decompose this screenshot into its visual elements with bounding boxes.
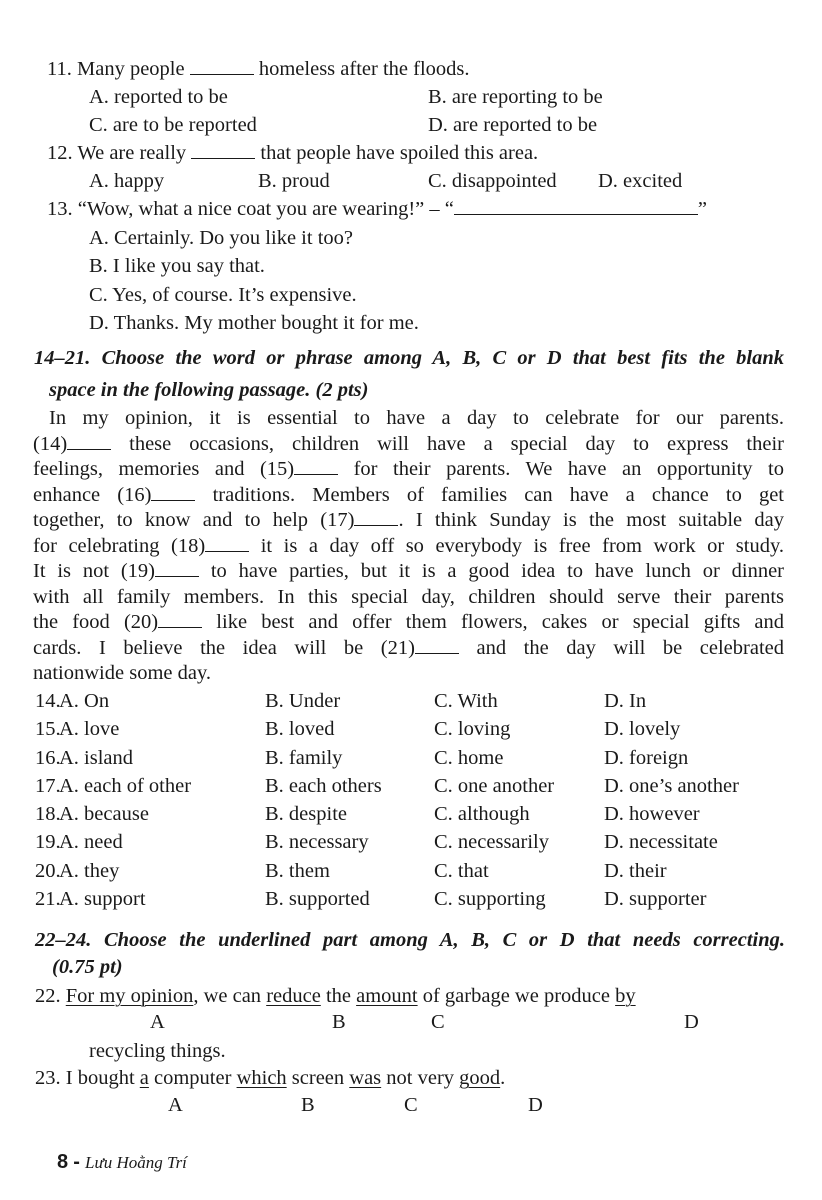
passage-text: . I think Sunday is the most suitable day — [398, 509, 785, 531]
label-c: C — [404, 1094, 418, 1116]
answer-blank — [190, 57, 254, 75]
underlined-part-c: was — [349, 1067, 382, 1089]
option-d: D. foreign — [604, 747, 689, 769]
option-d: D. In — [604, 690, 647, 712]
question-stem: that people have spoiled this area. — [260, 142, 539, 164]
row-number: 19. — [35, 831, 61, 853]
question-stem: homeless after the floods. — [258, 58, 470, 80]
row-number: 20. — [35, 860, 61, 882]
label-d: D — [528, 1094, 543, 1116]
option-c: C. one another — [434, 775, 555, 797]
passage-line — [33, 610, 784, 634]
row-number: 18. — [35, 803, 61, 825]
option-c: C. disappointed — [428, 170, 557, 192]
row-number: 17. — [35, 775, 61, 797]
passage-text: It is not (19) — [33, 560, 155, 582]
option-c: C. Yes, of course. It’s expensive. — [89, 284, 357, 306]
option-b: B. necessary — [265, 831, 369, 853]
footer-separator: - — [73, 1151, 80, 1173]
question-number: 13. — [47, 198, 73, 220]
answer-blank — [415, 636, 459, 654]
option-b: B. Under — [265, 690, 341, 712]
row-number: 21. — [35, 888, 61, 910]
question-number: 11. — [47, 58, 72, 80]
option-a: A. Certainly. Do you like it too? — [89, 227, 353, 249]
underlined-part-c: amount — [356, 985, 418, 1007]
question-13 — [47, 197, 707, 221]
passage-text: traditions. Members of families can have a chance to get — [212, 484, 784, 506]
question-number: 23. — [35, 1067, 61, 1089]
option-b: B. family — [265, 747, 343, 769]
passage-line — [33, 559, 784, 583]
underlined-part-b: which — [236, 1067, 287, 1089]
sentence-text: the — [320, 985, 357, 1007]
option-c: C. that — [434, 860, 489, 882]
option-c: C. home — [434, 747, 504, 769]
answer-blank — [354, 508, 398, 526]
section-heading-error-cont: (0.75 pt) — [52, 956, 123, 978]
answer-blank — [151, 483, 195, 501]
label-a: A — [168, 1094, 183, 1116]
option-a: A. because — [59, 803, 149, 825]
passage-text: and the day will be celebrated — [476, 637, 784, 659]
option-b: B. despite — [265, 803, 347, 825]
row-number: 14. — [35, 690, 61, 712]
question-12 — [47, 141, 538, 165]
underlined-part-a: For my opinion — [65, 985, 194, 1007]
label-a: A — [150, 1011, 165, 1033]
blank-number: (14) — [33, 433, 68, 455]
passage-line — [33, 457, 784, 481]
passage-text: together, to know and to help (17) — [33, 509, 355, 531]
passage-text: it is a day off so everybody is free from work or study. — [260, 535, 784, 557]
underlined-part-b: reduce — [266, 985, 321, 1007]
passage-text: these occasions, children will have a special day to express their — [129, 433, 785, 455]
passage-line — [33, 483, 784, 507]
option-a: A. need — [59, 831, 123, 853]
question-23 — [35, 1066, 505, 1090]
underlined-part-d: by — [615, 985, 636, 1007]
underlined-part-d: good — [459, 1067, 501, 1089]
option-d: D. necessitate — [604, 831, 718, 853]
question-number: 22. — [35, 985, 61, 1007]
answer-blank — [454, 197, 698, 215]
option-a: A. love — [59, 718, 120, 740]
footer-author: Lưu Hoằng Trí — [85, 1153, 187, 1172]
question-11 — [47, 57, 470, 81]
option-c: C. although — [434, 803, 530, 825]
label-b: B — [332, 1011, 346, 1033]
option-c: C. supporting — [434, 888, 546, 910]
passage-line — [33, 432, 784, 456]
answer-blank — [158, 610, 202, 628]
option-b: B. supported — [265, 888, 370, 910]
option-a: A. happy — [89, 170, 165, 192]
option-a: A. support — [59, 888, 146, 910]
option-c: C. With — [434, 690, 498, 712]
option-c: C. are to be reported — [89, 114, 257, 136]
question-stem: Many people — [77, 58, 185, 80]
option-a: A. reported to be — [89, 86, 228, 108]
answer-blank — [155, 559, 199, 577]
section-heading-error: 22–24. Choose the underlined part among A, B, C or D that needs correcting. — [35, 929, 785, 951]
page-footer — [57, 1150, 187, 1175]
option-a: A. each of other — [59, 775, 192, 797]
passage-text: like best and offer them flowers, cakes or special gifts and — [216, 611, 784, 633]
sentence-text: computer — [148, 1067, 237, 1089]
question-number: 12. — [47, 142, 73, 164]
passage-text: to have parties, but it is a good idea to have lunch or dinner — [210, 560, 784, 582]
question-stem: We are really — [77, 142, 187, 164]
answer-blank — [191, 141, 255, 159]
underlined-part-a: a — [139, 1067, 149, 1089]
label-c: C — [431, 1011, 445, 1033]
answer-blank — [205, 534, 249, 552]
option-d: D. their — [604, 860, 667, 882]
sentence-text: screen — [286, 1067, 350, 1089]
passage-line — [33, 508, 784, 532]
section-heading-cloze: 14–21. Choose the word or phrase among A, B, C or D that best fits the blank — [34, 347, 784, 369]
option-a: A. they — [59, 860, 120, 882]
sentence-text: . — [500, 1067, 506, 1089]
option-a: A. island — [59, 747, 134, 769]
option-b: B. loved — [265, 718, 335, 740]
option-d: D. supporter — [604, 888, 707, 910]
option-b: B. I like you say that. — [89, 255, 265, 277]
sentence-continuation: recycling things. — [89, 1040, 226, 1062]
passage-line — [33, 636, 784, 660]
section-heading-cloze-cont: space in the following passage. (2 pts) — [49, 379, 369, 401]
option-b: B. proud — [258, 170, 330, 192]
passage-text: the food (20) — [33, 611, 159, 633]
option-d: D. lovely — [604, 718, 681, 740]
question-22 — [35, 984, 636, 1008]
passage-text: for celebrating (18) — [33, 535, 206, 557]
sentence-text: not very — [381, 1067, 460, 1089]
passage-text: for their parents. We have an opportunity to — [353, 458, 784, 480]
sentence-text: , we can — [193, 985, 267, 1007]
option-b: B. them — [265, 860, 330, 882]
label-d: D — [684, 1011, 699, 1033]
option-d: D. Thanks. My mother bought it for me. — [89, 312, 419, 334]
row-number: 15. — [35, 718, 61, 740]
passage-text: feelings, memories and (15) — [33, 458, 295, 480]
passage-text: cards. I believe the idea will be (21) — [33, 637, 415, 659]
answer-blank — [294, 457, 338, 475]
option-d: D. are reported to be — [428, 114, 598, 136]
option-d: D. however — [604, 803, 700, 825]
page-number: 8 — [57, 1151, 69, 1173]
passage-line — [33, 534, 784, 558]
option-d: D. excited — [598, 170, 683, 192]
label-b: B — [301, 1094, 315, 1116]
question-stem: “Wow, what a nice coat you are wearing!” – “ — [77, 198, 454, 220]
passage-line: with all family members. In this special day, children should serve their parents — [33, 586, 784, 608]
passage-line: nationwide some day. — [33, 662, 212, 684]
closing-quote: ” — [697, 198, 707, 220]
option-b: B. are reporting to be — [428, 86, 603, 108]
sentence-text: I bought — [65, 1067, 140, 1089]
passage-text: enhance (16) — [33, 484, 152, 506]
answer-blank — [67, 432, 111, 450]
option-c: C. necessarily — [434, 831, 549, 853]
option-a: A. On — [59, 690, 110, 712]
option-c: C. loving — [434, 718, 511, 740]
row-number: 16. — [35, 747, 61, 769]
sentence-text: of garbage we produce — [417, 985, 616, 1007]
option-b: B. each others — [265, 775, 382, 797]
option-d: D. one’s another — [604, 775, 739, 797]
passage-line: In my opinion, it is essential to have a day to celebrate for our parents. — [49, 407, 784, 429]
